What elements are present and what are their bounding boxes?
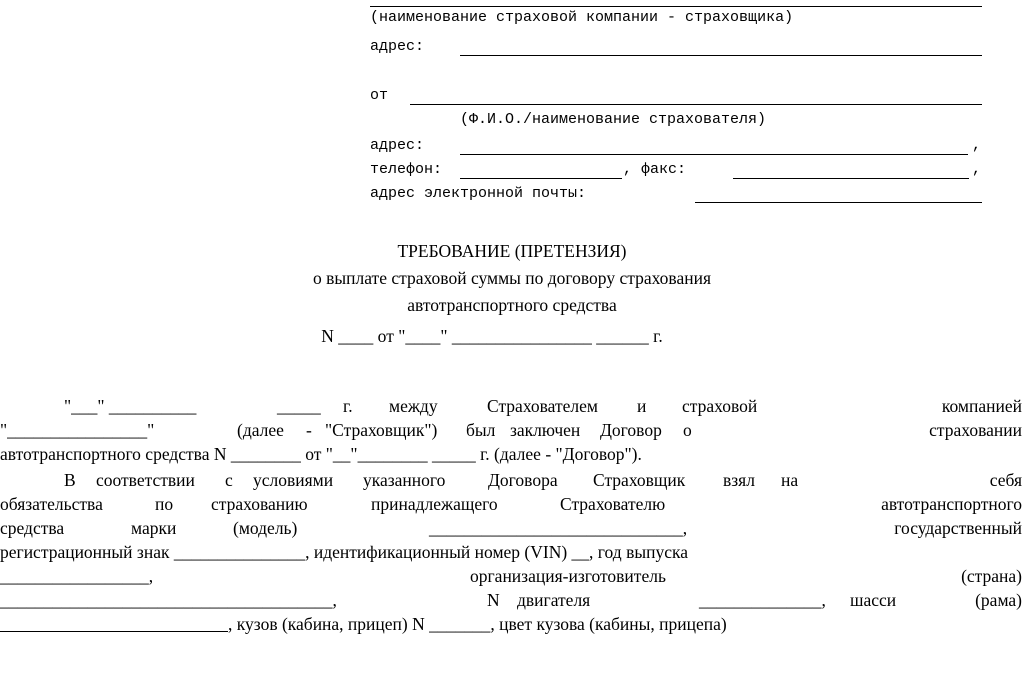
- word: "Страховщик"): [325, 420, 438, 440]
- word: (рама): [975, 590, 1022, 610]
- year-blank: _____: [277, 396, 321, 416]
- document-subtitle-1: о выплате страховой суммы по договору страхования: [312, 268, 712, 288]
- paragraph-2-line-4: [0, 542, 1024, 564]
- word: по: [155, 494, 174, 514]
- comma-2: ,: [972, 161, 982, 178]
- paragraph-2-line-6: [0, 590, 1024, 612]
- word: страховании: [929, 420, 1022, 440]
- word: взял: [723, 470, 755, 490]
- word: Страховщик: [593, 470, 686, 490]
- word: марки: [131, 518, 177, 538]
- insurer-name-line: [370, 6, 982, 7]
- word: на: [781, 470, 799, 490]
- word: ______________________________________,: [0, 590, 337, 610]
- text-line: регистрационный знак _______________, идентификационный номер (VIN) __, год выпуска: [0, 542, 688, 562]
- word: (далее: [237, 420, 284, 440]
- document-title: ТРЕБОВАНИЕ (ПРЕТЕНЗИЯ): [397, 241, 627, 261]
- paragraph-1-line-3: [0, 444, 1024, 466]
- text-line: автотранспортного средства N ________ от "__"________ _____ г. (далее - "Договор").: [0, 444, 642, 464]
- insured-caption: (Ф.И.О./наименование страхователя): [460, 111, 767, 128]
- email-line: [695, 202, 982, 203]
- word: условиями: [253, 470, 334, 490]
- paragraph-1-line-2: [0, 420, 1024, 442]
- word: страховой: [682, 396, 758, 416]
- word: (модель): [233, 518, 298, 538]
- make-model-blank: _____________________________,: [429, 518, 688, 538]
- word: шасси: [850, 590, 897, 610]
- word: В: [64, 470, 76, 490]
- paragraph-2-line-1: [0, 470, 1024, 492]
- word: _________________,: [0, 566, 154, 586]
- word: Договор: [600, 420, 662, 440]
- from-label: от: [370, 87, 389, 104]
- word: (страна): [961, 566, 1022, 586]
- word: и: [637, 396, 647, 416]
- engine-number-blank: ______________,: [699, 590, 826, 610]
- word: с: [225, 470, 233, 490]
- word: указанного: [363, 470, 446, 490]
- word: страхованию: [211, 494, 308, 514]
- word: средства: [0, 518, 65, 538]
- word: "________________": [0, 420, 155, 440]
- word: заключен: [510, 420, 581, 440]
- word: N: [487, 590, 500, 610]
- insured-address-line: [460, 154, 968, 155]
- word: обязательства: [0, 494, 103, 514]
- word: был: [466, 420, 496, 440]
- email-label: адрес электронной почты:: [370, 185, 587, 202]
- insurer-address-label: адрес:: [370, 38, 425, 55]
- word: организация-изготовитель: [470, 566, 666, 586]
- date-blank: "___" __________: [64, 396, 197, 416]
- document-subtitle-2: автотранспортного средства: [407, 295, 617, 315]
- word: о: [683, 420, 692, 440]
- word: г.: [343, 396, 353, 416]
- paragraph-2-line-7: [0, 614, 1024, 636]
- phone-line: [460, 178, 622, 179]
- word: -: [306, 420, 312, 440]
- word: двигателя: [517, 590, 591, 610]
- word: себя: [989, 470, 1022, 490]
- insurer-address-line: [460, 55, 982, 56]
- word: государственный: [894, 518, 1022, 538]
- phone-label: телефон:: [370, 161, 443, 178]
- insured-address-label: адрес:: [370, 137, 425, 154]
- chassis-blank-line: [0, 631, 228, 632]
- paragraph-1-line-1: [0, 396, 1024, 418]
- fax-label: , факс:: [623, 161, 687, 178]
- insurer-caption: (наименование страховой компании - страховщика): [370, 9, 794, 26]
- text-line: , кузов (кабина, прицеп) N _______, цвет кузова (кабины, прицепа): [228, 614, 727, 634]
- paragraph-2-line-2: [0, 494, 1024, 516]
- comma-1: ,: [972, 137, 982, 154]
- word: между: [389, 396, 438, 416]
- word: Страхователю: [560, 494, 666, 514]
- word: компанией: [941, 396, 1022, 416]
- word: принадлежащего: [371, 494, 498, 514]
- insured-name-line: [410, 104, 982, 105]
- word: автотранспортного: [881, 494, 1022, 514]
- paragraph-2-line-5: [0, 566, 1024, 588]
- fax-line: [733, 178, 969, 179]
- word: соответствии: [96, 470, 195, 490]
- paragraph-2-line-3: [0, 518, 1024, 540]
- word: Договора: [488, 470, 558, 490]
- word: Страхователем: [487, 396, 598, 416]
- document-number-line: N ____ от "____" ________________ ______ г.: [321, 326, 663, 346]
